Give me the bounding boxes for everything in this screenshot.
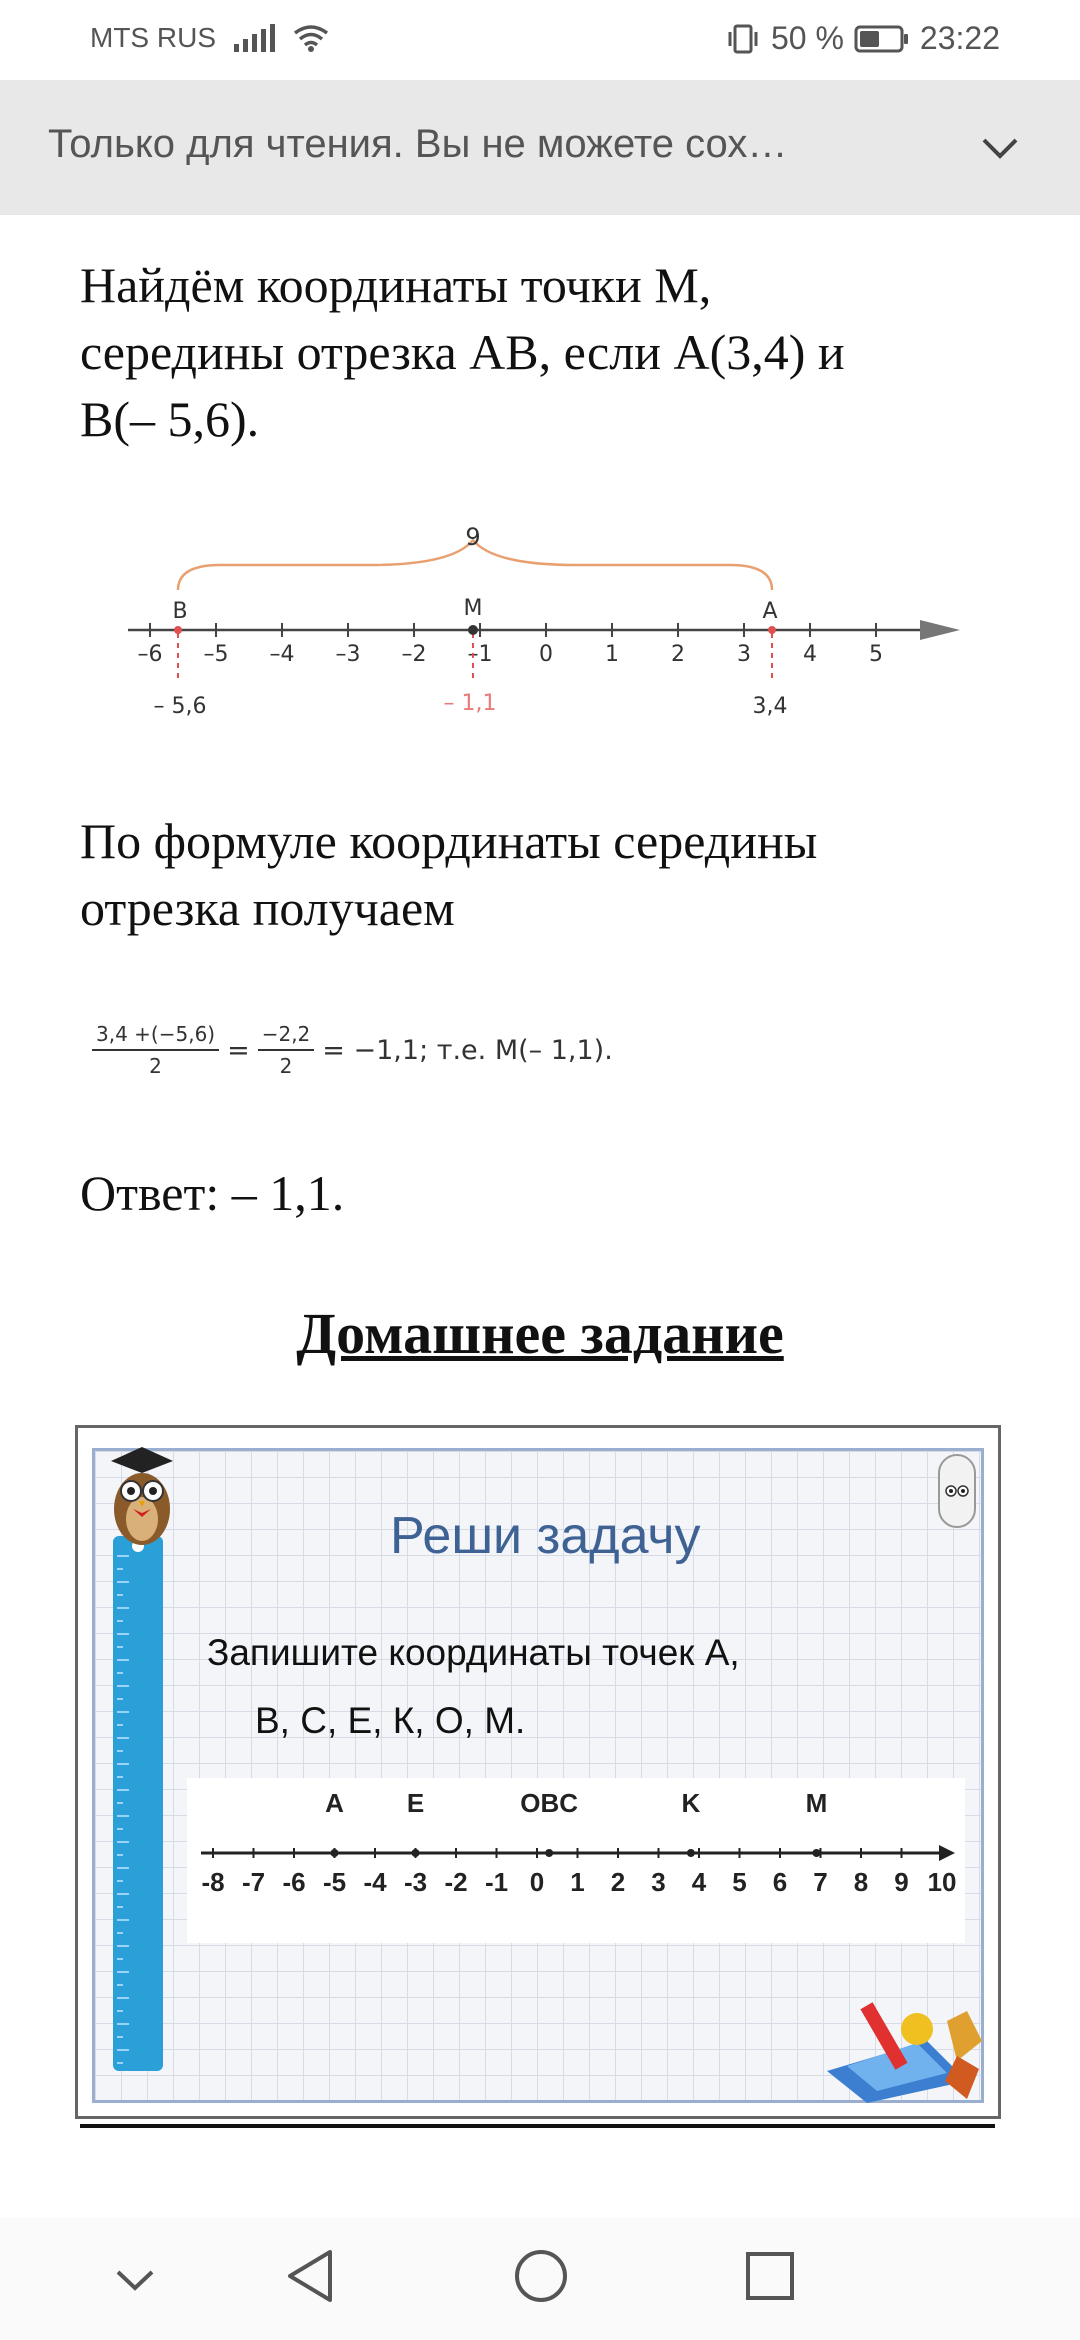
slide-tick-label: -7	[241, 1867, 266, 1897]
chevron-down-icon[interactable]	[970, 118, 1030, 178]
value-a: 3,4	[752, 694, 788, 719]
value-b: – 5,6	[153, 694, 207, 719]
answer-text: Ответ: – 1,1.	[80, 1165, 345, 1221]
slide-point-dot	[412, 1849, 420, 1857]
ruler-decoration	[113, 1536, 163, 2071]
slide-point-labels	[325, 1788, 827, 1857]
slide-tick-label: 3	[651, 1867, 666, 1897]
brace-label: 9	[465, 523, 481, 551]
banner-text: Только для чтения. Вы не можете сох…	[48, 122, 788, 166]
slide-title: Реши задачу	[390, 1507, 701, 1565]
tick-label: 0	[539, 642, 553, 667]
homework-slide	[75, 1425, 1001, 2119]
slide-tick-label: 1	[570, 1867, 585, 1897]
wifi-icon	[293, 24, 329, 52]
tick-label: –4	[269, 642, 295, 667]
point-label-m: M	[463, 596, 483, 621]
number-line-figure	[120, 515, 980, 730]
tick-label: 2	[671, 642, 685, 667]
point-label-a: A	[762, 599, 778, 624]
slide-tick-label: 4	[691, 1867, 707, 1897]
signal-icon	[234, 24, 275, 52]
slide-point-label: E	[406, 1788, 425, 1818]
tick-label: –2	[401, 642, 427, 667]
slide-tick-label: 6	[772, 1867, 788, 1897]
tick-label: 1	[605, 642, 619, 667]
slide-point-dot	[812, 1849, 820, 1857]
slide-underline	[80, 2124, 995, 2128]
home-icon[interactable]	[511, 2246, 571, 2306]
tick-label: 5	[869, 642, 883, 667]
slide-number-line-panel	[187, 1778, 965, 1943]
slide-point-label: M	[805, 1788, 828, 1818]
slide-tick-label: 10	[927, 1867, 957, 1897]
slide-tick-label: -4	[363, 1867, 387, 1897]
clock: 23:22	[919, 20, 1000, 56]
slide-tick-label: -1	[484, 1867, 509, 1897]
tick-label: 3	[737, 642, 751, 667]
slide-point-label: A	[325, 1788, 344, 1818]
slide-point-dot	[687, 1849, 695, 1857]
slide-tick-label: 9	[894, 1867, 909, 1897]
battery-percent: 50 %	[770, 20, 844, 56]
tick-label: –5	[203, 642, 229, 667]
problem-text: Найдём координаты точки М, середины отрезка АВ, если А(3,4) и В(– 5,6).	[80, 257, 845, 447]
slide-tick-label: 5	[732, 1867, 747, 1897]
navigation-bar	[0, 2218, 1080, 2340]
tick-label: 4	[803, 642, 817, 667]
battery-icon	[854, 25, 910, 53]
slide-task: Запишите координаты точек А, В, С, Е, К, О, М.	[207, 1632, 740, 1741]
slide-point-label: OBC	[520, 1788, 579, 1818]
carrier-label: MTS RUS	[90, 22, 216, 53]
slide-tick-label: -2	[444, 1867, 468, 1897]
formula-intro: По формуле координаты середины отрезка получаем	[80, 813, 818, 936]
read-only-banner[interactable]	[0, 80, 1080, 215]
homework-title: Домашнее задание	[296, 1301, 784, 1366]
slide-tick-label: 7	[813, 1867, 828, 1897]
midpoint-formula: $\frac{3,4 +(-5,6)}{2}$ = $\frac{-2,2}{2}$ = −1,1; т.е. М(– 1,1).	[92, 1022, 613, 1078]
chevron-down-icon[interactable]	[110, 2260, 160, 2300]
value-m: – 1,1	[443, 691, 497, 716]
slide-tick-label: -8	[201, 1867, 225, 1897]
tick-label: –1	[467, 642, 493, 667]
fraction-1: $\frac{3,4 +(-5,6)}{2}$	[92, 1022, 219, 1078]
tick-label: –3	[335, 642, 361, 667]
slide-tick-label: -6	[282, 1867, 306, 1897]
slide-tick-label: 2	[610, 1867, 626, 1897]
recents-icon[interactable]	[742, 2248, 798, 2304]
slide-tick-label: -5	[322, 1867, 347, 1897]
slide-grid-background	[92, 1448, 984, 2103]
slide-point-dot	[331, 1849, 339, 1857]
fraction-2: $\frac{-2,2}{2}$	[258, 1022, 315, 1078]
point-label-b: B	[172, 599, 188, 624]
slide-point-label: K	[681, 1788, 701, 1818]
slide-tick-label: 8	[853, 1867, 869, 1897]
slide-point-dot	[545, 1849, 553, 1857]
mouse-icon	[933, 1451, 981, 1531]
tick-label: –6	[137, 642, 163, 667]
school-supplies-icon	[807, 1981, 987, 2106]
status-bar	[0, 0, 1080, 80]
slide-tick-marks	[201, 1848, 956, 1897]
owl-icon	[97, 1443, 187, 1553]
vibrate-icon	[725, 24, 761, 54]
back-icon[interactable]	[282, 2246, 338, 2306]
slide-tick-label: -3	[403, 1867, 428, 1897]
slide-tick-label: 0	[529, 1867, 545, 1897]
